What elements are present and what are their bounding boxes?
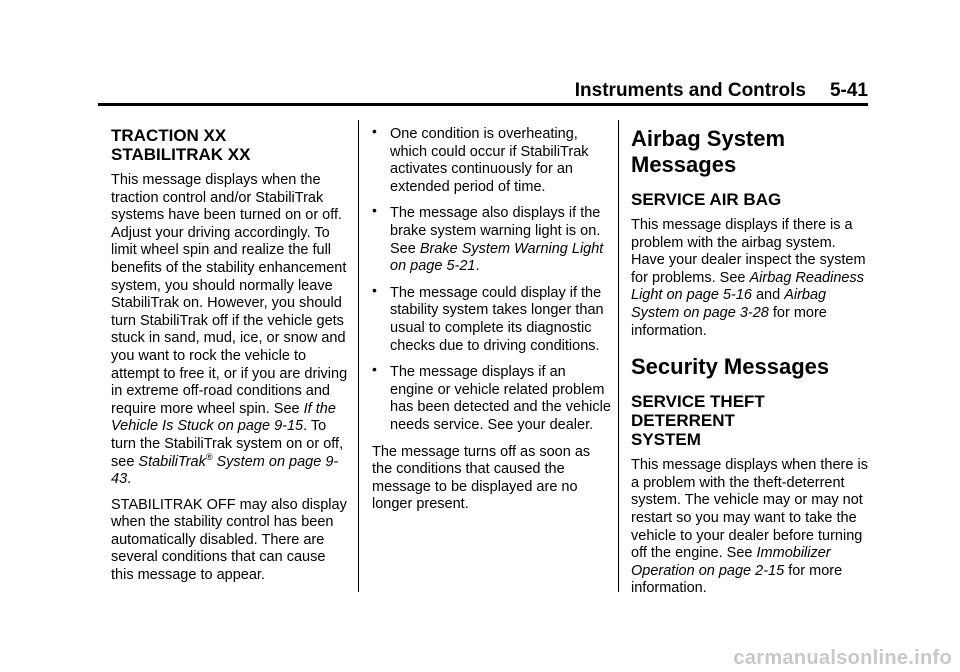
brake-warning-reference: Brake System Warning Light on page 5-21 bbox=[390, 240, 604, 275]
stuck-reference: If the Vehicle Is Stuck on page 9-15 bbox=[111, 400, 336, 435]
airbag-system-reference: Airbag System on page 3-28 bbox=[631, 287, 827, 321]
list-item: • The message could display if the stability system takes longer than usual to complete its diagnostic checks due to driving conditions. bbox=[372, 285, 612, 355]
header-title: Instruments and Controls bbox=[574, 80, 806, 101]
security-section-title: Security Messages bbox=[631, 354, 830, 380]
list-item: • The message also displays if the brake system warning light is on. See Brake System Warning Light on page 5-21. bbox=[372, 205, 612, 275]
security-paragraph: This message displays when there is a problem with the theft-deterrent system. The vehicle may or may not restart so you may want to take the vehicle to your dealer before turning off the engine. See Immobilizer Operation on page 2-15 for more information. bbox=[631, 457, 868, 597]
airbag-section-title: Airbag System Messages bbox=[631, 126, 786, 177]
page-header bbox=[98, 80, 868, 102]
column-2 bbox=[372, 126, 612, 522]
traction-paragraph: This message displays when the traction control and/or StabiliTrak systems have been turned on or off. Adjust your driving accordingly. To limit wheel spin and realize the full benefits of the stability enhancement system, you should normally leave StabiliTrak on. However, you should turn StabiliTrak off if the vehicle gets stuck in sand, mud, ice, or snow and you want to rock the vehicle to attempt to free it, or if you are driving in extreme off-road conditions and require more wheel spin. See If the Vehicle Is Stuck on page 9-15. To turn the StabiliTrak system on or off, see StabiliTrak® System on page 9-43. bbox=[111, 172, 348, 488]
list-item: • One condition is overheating, which could occur if StabiliTrak activates continuously for an extended period of time. bbox=[372, 126, 612, 196]
list-item: • The message displays if an engine or vehicle related problem has been detected and the vehicle needs service. See your dealer. bbox=[372, 364, 612, 434]
page-number: 5-41 bbox=[829, 80, 868, 101]
stabilitrak-off-paragraph: STABILITRAK OFF may also display when the stability control has been automatically disabled. There are several conditions that can cause this message to appear. bbox=[111, 496, 347, 584]
service-air-bag-heading: SERVICE AIR BAG bbox=[631, 190, 782, 209]
column-1 bbox=[111, 126, 351, 593]
theft-deterrent-heading: SERVICE THEFT DETERRENT SYSTEM bbox=[631, 392, 765, 450]
stabilitrak-reference: StabiliTrak® System on page 9-43 bbox=[111, 451, 339, 488]
header-rule bbox=[98, 103, 868, 106]
immobilizer-reference: Immobilizer Operation on page 2-15 bbox=[631, 545, 831, 579]
column-3 bbox=[631, 126, 871, 606]
column-divider-2 bbox=[618, 120, 619, 592]
watermark: carmanualsonline.info bbox=[733, 647, 952, 669]
conditions-list bbox=[372, 126, 612, 435]
traction-heading: TRACTION XX STABILITRAK XX bbox=[111, 126, 251, 164]
airbag-paragraph: This message displays if there is a problem with the airbag system. Have your dealer inspect the system for problems. See Airbag Readiness Light on page 5-16 and Airbag System on page 3-28 for more information. bbox=[631, 217, 866, 339]
airbag-readiness-reference: Airbag Readiness Light on page 5-16 bbox=[631, 269, 864, 304]
column-divider-1 bbox=[358, 120, 359, 592]
message-off-paragraph: The message turns off as soon as the conditions that caused the message to be displayed are no longer present. bbox=[372, 443, 591, 513]
